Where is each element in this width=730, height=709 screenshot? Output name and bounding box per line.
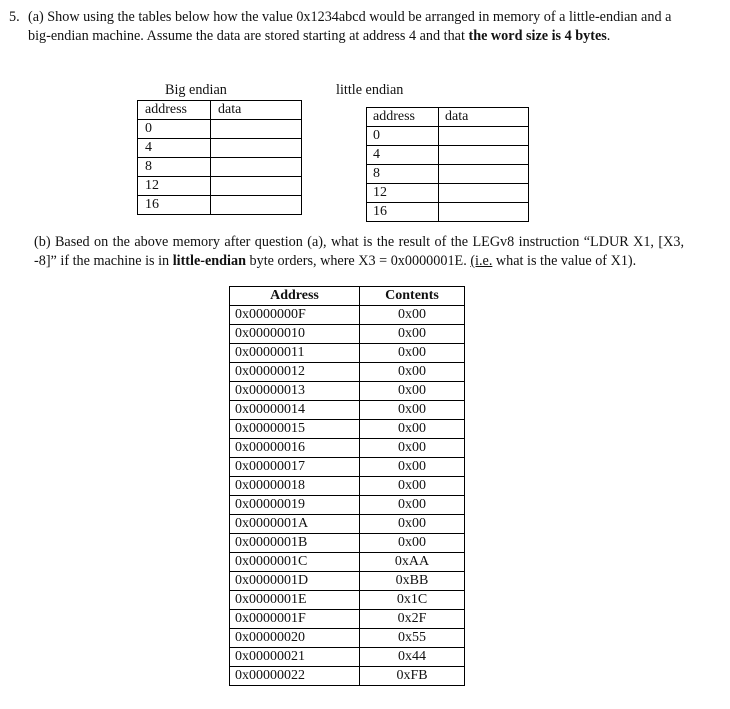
part-b-underlined: (i.e.	[470, 253, 493, 269]
question-number: 5.	[9, 9, 20, 25]
header-address: Address	[230, 287, 360, 306]
table-row	[230, 401, 465, 420]
address-cell: 4	[367, 146, 439, 165]
address-cell: 0	[138, 120, 211, 139]
contents-cell: 0x44	[360, 648, 465, 667]
data-cell[interactable]	[211, 139, 302, 158]
header-contents: Contents	[360, 287, 465, 306]
big-endian-table	[137, 100, 302, 215]
contents-cell: 0x00	[360, 496, 465, 515]
table-header-row	[230, 287, 465, 306]
contents-cell: 0x00	[360, 439, 465, 458]
header-data: data	[211, 101, 302, 120]
contents-cell: 0x00	[360, 477, 465, 496]
contents-cell: 0x1C	[360, 591, 465, 610]
contents-cell: 0x2F	[360, 610, 465, 629]
address-cell: 0x0000001F	[230, 610, 360, 629]
table-row	[230, 629, 465, 648]
table-row	[230, 325, 465, 344]
address-cell: 0x00000013	[230, 382, 360, 401]
address-cell: 0x00000015	[230, 420, 360, 439]
table-row	[367, 203, 529, 222]
contents-cell: 0x00	[360, 534, 465, 553]
table-row	[230, 458, 465, 477]
table-row	[230, 363, 465, 382]
table-row	[230, 420, 465, 439]
header-address: address	[138, 101, 211, 120]
table-row	[138, 139, 302, 158]
little-endian-caption: little endian	[336, 82, 404, 98]
data-cell[interactable]	[211, 120, 302, 139]
address-cell: 12	[367, 184, 439, 203]
little-endian-table	[366, 107, 529, 222]
contents-cell: 0x55	[360, 629, 465, 648]
question-part-b	[34, 233, 684, 271]
part-b-end: what is the value of X1).	[492, 253, 637, 269]
part-a-bold: the word size is 4 bytes	[468, 28, 607, 44]
address-cell: 0x00000010	[230, 325, 360, 344]
table-row	[230, 648, 465, 667]
address-cell: 16	[367, 203, 439, 222]
address-cell: 8	[367, 165, 439, 184]
memory-table-body	[230, 306, 465, 686]
part-b-mid: byte orders, where X3 = 0x0000001E.	[246, 253, 471, 269]
table-row	[230, 496, 465, 515]
data-cell[interactable]	[211, 177, 302, 196]
address-cell: 0	[367, 127, 439, 146]
table-row	[230, 553, 465, 572]
table-row	[230, 591, 465, 610]
table-header-row	[138, 101, 302, 120]
data-cell[interactable]	[439, 146, 529, 165]
contents-cell: 0x00	[360, 344, 465, 363]
data-cell[interactable]	[211, 196, 302, 215]
part-b-text: (b) Based on the above memory after question (a), what is the result of the LEGv8 instruction “LDUR X1, [X3, -8]” if the machine is in	[34, 234, 684, 269]
contents-cell: 0xFB	[360, 667, 465, 686]
contents-cell: 0x00	[360, 325, 465, 344]
contents-cell: 0xAA	[360, 553, 465, 572]
data-cell[interactable]	[439, 165, 529, 184]
address-cell: 0x00000019	[230, 496, 360, 515]
table-row	[230, 306, 465, 325]
header-data: data	[439, 108, 529, 127]
address-cell: 12	[138, 177, 211, 196]
memory-table	[229, 286, 465, 686]
contents-cell: 0x00	[360, 515, 465, 534]
table-row	[230, 534, 465, 553]
part-a-text: (a) Show using the tables below how the value 0x1234abcd would be arranged in memory of a little-endian and a big-endian machine. Assume the data are stored starting at address 4 and that	[28, 9, 672, 44]
contents-cell: 0x00	[360, 458, 465, 477]
table-row	[230, 382, 465, 401]
address-cell: 0x00000016	[230, 439, 360, 458]
address-cell: 0x0000001C	[230, 553, 360, 572]
contents-cell: 0xBB	[360, 572, 465, 591]
table-row	[367, 184, 529, 203]
part-b-bold: little-endian	[172, 253, 246, 269]
address-cell: 0x00000021	[230, 648, 360, 667]
address-cell: 0x00000012	[230, 363, 360, 382]
address-cell: 16	[138, 196, 211, 215]
table-row	[230, 477, 465, 496]
address-cell: 0x00000011	[230, 344, 360, 363]
contents-cell: 0x00	[360, 306, 465, 325]
data-cell[interactable]	[439, 127, 529, 146]
table-row	[138, 177, 302, 196]
table-row	[230, 439, 465, 458]
table-row	[367, 127, 529, 146]
header-address: address	[367, 108, 439, 127]
question-part-a	[9, 8, 689, 46]
data-cell[interactable]	[211, 158, 302, 177]
data-cell[interactable]	[439, 184, 529, 203]
address-cell: 0x00000020	[230, 629, 360, 648]
table-row	[230, 572, 465, 591]
address-cell: 0x00000022	[230, 667, 360, 686]
contents-cell: 0x00	[360, 382, 465, 401]
address-cell: 0x00000017	[230, 458, 360, 477]
part-a-end: .	[606, 28, 611, 44]
question-text	[28, 8, 689, 46]
contents-cell: 0x00	[360, 420, 465, 439]
table-row	[138, 158, 302, 177]
data-cell[interactable]	[439, 203, 529, 222]
address-cell: 0x0000001E	[230, 591, 360, 610]
address-cell: 0x0000000F	[230, 306, 360, 325]
table-row	[367, 146, 529, 165]
address-cell: 4	[138, 139, 211, 158]
address-cell: 8	[138, 158, 211, 177]
contents-cell: 0x00	[360, 363, 465, 382]
address-cell: 0x00000018	[230, 477, 360, 496]
table-row	[230, 344, 465, 363]
address-cell: 0x0000001B	[230, 534, 360, 553]
table-row	[138, 196, 302, 215]
address-cell: 0x0000001D	[230, 572, 360, 591]
table-row	[230, 667, 465, 686]
table-header-row	[367, 108, 529, 127]
table-row	[138, 120, 302, 139]
table-row	[230, 515, 465, 534]
contents-cell: 0x00	[360, 401, 465, 420]
address-cell: 0x00000014	[230, 401, 360, 420]
address-cell: 0x0000001A	[230, 515, 360, 534]
big-endian-caption: Big endian	[165, 82, 227, 98]
table-row	[230, 610, 465, 629]
table-row	[367, 165, 529, 184]
